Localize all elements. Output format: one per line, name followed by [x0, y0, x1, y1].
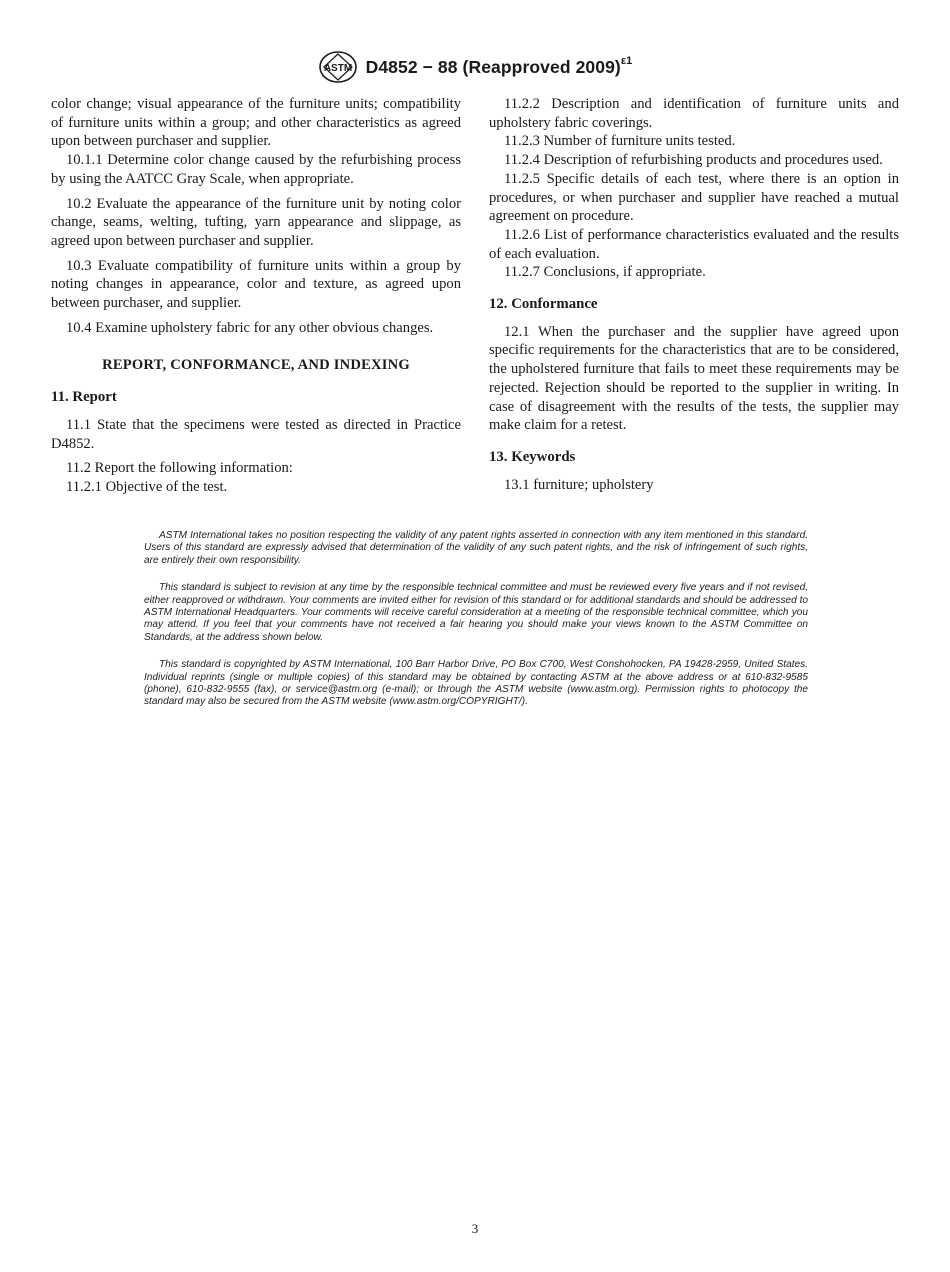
title-text: D4852 − 88 (Reapproved 2009): [365, 56, 621, 77]
copyright-notice: This standard is copyrighted by ASTM International, 100 Barr Harbor Drive, PO Box C700, West Conshohocken, PA 19428-2959, United States. Individual reprints (single or multiple copies) of this standard may be obtained by contacting ASTM at the above address or at 610-832-9585 (phone), 610-832-9555 (fax), or service@astm.org (e-mail); or through the ASTM website (www.astm.org). Permission rights to photocopy the standard may also be secured from the ASTM website (www.astm.org/COPYRIGHT/).: [144, 659, 808, 708]
astm-logo-icon: [318, 50, 358, 84]
paragraph-13-1: 13.1 furniture; upholstery: [504, 476, 654, 493]
paragraph-11-2-2: 11.2.2 Description and identification of furniture units and upholstery fabric coverings.: [489, 96, 899, 131]
legal-notes: [144, 530, 808, 724]
title-superscript: ε1: [620, 54, 633, 67]
paragraph-11-2-3: 11.2.3 Number of furniture units tested.: [504, 133, 736, 150]
paragraph-11-2-5: 11.2.5 Specific details of each test, where there is an option in procedures, or when purchaser and supplier have reached a mutual agreement on procedure.: [489, 170, 899, 225]
paragraph-11-2-6: 11.2.6 List of performance characteristics evaluated and the results of each evaluation.: [489, 226, 899, 262]
paragraph-11-2-4: 11.2.4 Description of refurbishing products and procedures used.: [504, 152, 883, 169]
section-heading-12: 12. Conformance: [489, 296, 598, 313]
paragraph-11-1: 11.1 State that the specimens were tested as directed in Practice D4852.: [51, 416, 461, 452]
page-number: 3: [471, 1221, 479, 1236]
left-column: [51, 95, 461, 497]
section-heading-11: 11. Report: [51, 389, 117, 406]
paragraph-11-2: 11.2 Report the following information:: [66, 460, 293, 477]
right-column: [489, 95, 899, 494]
paragraph-11-2-1: 11.2.1 Objective of the test.: [66, 478, 228, 495]
section-heading-13: 13. Keywords: [489, 448, 576, 465]
logo-label: ASTM: [323, 63, 352, 74]
paragraph-10-3: 10.3 Evaluate compatibility of furniture units within a group by noting changes in appearance, color and texture, as agreed upon between purchaser, and supplier.: [51, 257, 461, 312]
group-heading: REPORT, CONFORMANCE, AND INDEXING: [102, 357, 410, 374]
paragraph-11-2-7: 11.2.7 Conclusions, if appropriate.: [504, 264, 706, 281]
paragraph-10-1-1: 10.1.1 Determine color change caused by the refurbishing process by using the AATCC Gray Scale, when appropriate.: [51, 152, 461, 187]
page-header: [0, 50, 950, 84]
paragraph-10-2: 10.2 Evaluate the appearance of the furniture unit by noting color change, seams, welting, tufting, yarn appearance and slippage, as agreed upon between purchaser and supplier.: [51, 195, 461, 249]
document-title: [365, 54, 633, 78]
paragraph-continued: color change; visual appearance of the furniture units; compatibility of furniture units within a group; and other characteristics as agreed upon between purchaser and supplier.: [51, 96, 461, 150]
paragraph-10-4: 10.4 Examine upholstery fabric for any other obvious changes.: [66, 319, 434, 336]
patent-notice: ASTM International takes no position respecting the validity of any patent rights asserted in connection with any item mentioned in this standard. Users of this standard are expressly advised that determination of the validity of any such patent rights, and the risk of infringement of such rights, are entirely their own responsibility.: [144, 530, 808, 566]
revision-notice: This standard is subject to revision at any time by the responsible technical committee and must be reviewed every five years and if not revised, either reapproved or withdrawn. Your comments are invited either for revision of this standard or for additional standards and should be addressed to ASTM International Headquarters. Your comments will receive careful consideration at a meeting of the responsible technical committee, which you may attend. If you feel that your comments have not received a fair hearing you should make your views known to the ASTM Committee on Standards, at the address shown below.: [144, 582, 808, 643]
paragraph-12-1: 12.1 When the purchaser and the supplier have agreed upon specific requirements for the characteristics that are to be considered, the upholstered furniture that fails to meet these requirements may be rejected. Rejection should be reported to the supplier in writing. In case of disagreement with the results of the tests, the supplier may make claim for a retest.: [489, 323, 899, 434]
